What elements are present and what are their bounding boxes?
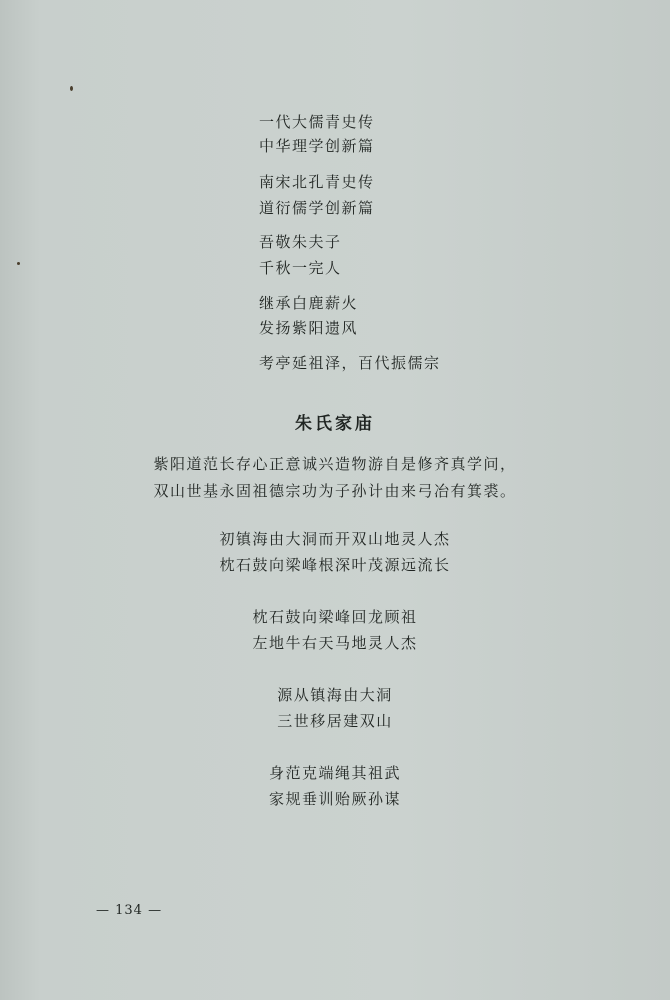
couplet-line: 千秋一完人 [259, 259, 342, 277]
couplet-line: 一代大儒青史传 [259, 113, 375, 131]
couplet-line: 考亭延祖泽，百代振儒宗 [259, 354, 441, 372]
couplet-line: 家规垂训贻厥孙谋 [268, 790, 401, 808]
couplet-line: 中华理学创新篇 [259, 137, 375, 155]
couplet-line: 吾敬朱夫子 [259, 233, 342, 251]
couplet-line: 继承白鹿薪火 [259, 294, 359, 312]
couplet-line: 三世移居建双山 [277, 712, 393, 730]
ink-speck [70, 86, 73, 91]
couplet-line: 源从镇海由大洞 [277, 686, 393, 704]
page-number: — 134 — [96, 903, 163, 918]
couplet-line: 双山世基永固祖德宗功为子孙计由来弓冶有箕裘。 [153, 482, 517, 500]
couplet-line: 身范克端绳其祖武 [268, 764, 401, 782]
couplet-line: 南宋北孔青史传 [259, 173, 375, 191]
couplet-line: 紫阳道范长存心正意诚兴造物游自是修齐真学问， [153, 455, 517, 473]
couplet-line: 枕石鼓向梁峰回龙顾祖 [252, 608, 418, 626]
couplet-line: 初镇海由大洞而开双山地灵人杰 [219, 530, 451, 548]
ink-speck [17, 262, 20, 265]
couplet-line: 发扬紫阳遗风 [259, 319, 359, 337]
section-title: 朱氏家庙 [295, 414, 375, 434]
couplet-line: 枕石鼓向梁峰根深叶茂源远流长 [219, 556, 451, 574]
couplet-line: 左地牛右天马地灵人杰 [252, 634, 418, 652]
couplet-line: 道衍儒学创新篇 [259, 199, 375, 217]
